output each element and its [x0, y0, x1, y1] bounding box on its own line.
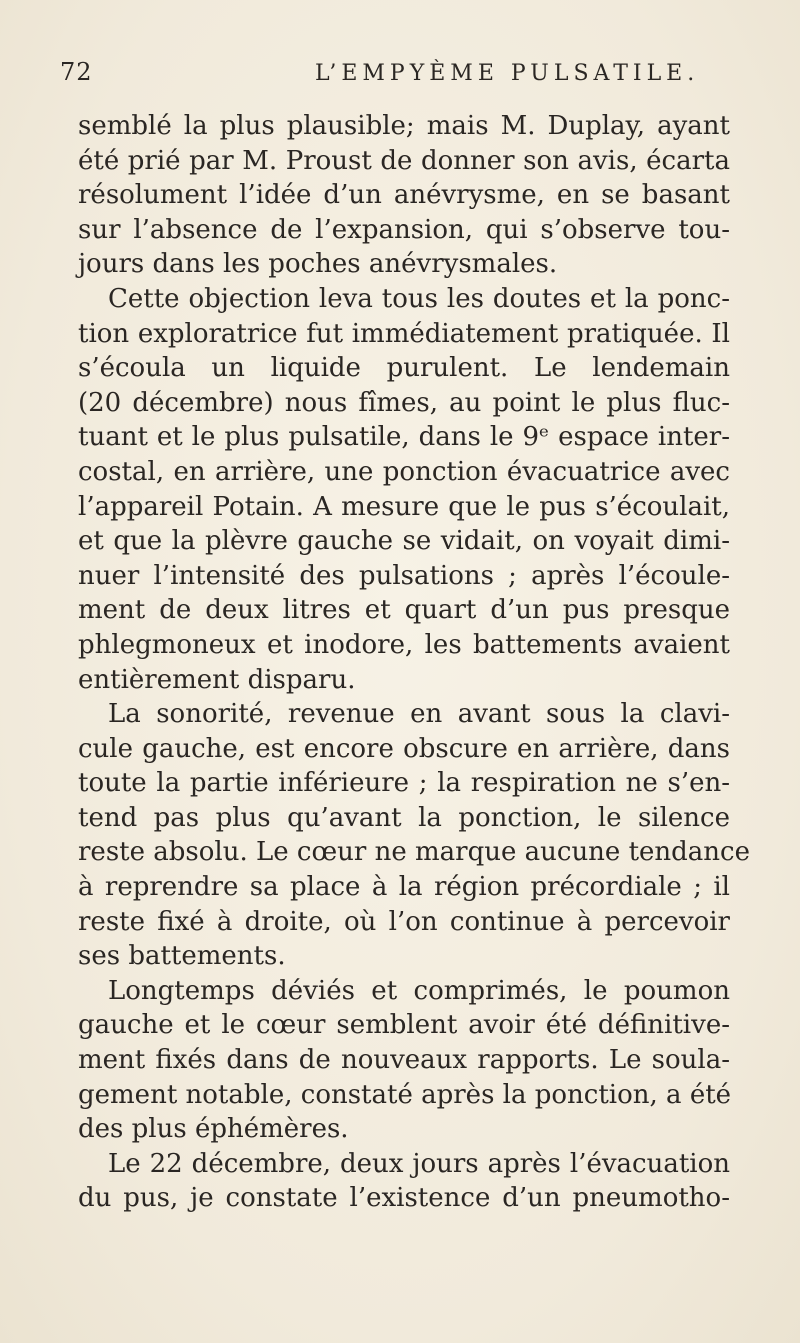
text-line: jours dans les poches anévrysmales. [78, 249, 558, 280]
text-line: reste fixé à droite, où l’on continue à percevoir [78, 906, 730, 937]
text-line: ment de deux litres et quart d’un pus presque [78, 595, 730, 626]
text-line: reste absolu. Le cœur ne marque aucune tendance [78, 837, 751, 868]
text-line: ment fixés dans de nouveaux rapports. Le soula- [78, 1045, 730, 1076]
text-line: ses battements. [78, 941, 286, 972]
text-line: entièrement disparu. [78, 664, 356, 695]
text-line: à reprendre sa place à la région précordiale ; il [78, 872, 730, 903]
text-line: phlegmoneux et inodore, les battements avaient [78, 629, 730, 660]
body-text [78, 109, 751, 1216]
page-number: 72 [60, 58, 93, 86]
text-line: sur l’absence de l’expansion, qui s’observe tou- [78, 214, 730, 245]
text-line: Le 22 décembre, deux jours après l’évacuation [108, 1148, 730, 1179]
text-line: Cette objection leva tous les doutes et la ponc- [108, 283, 730, 314]
text-line: toute la partie inférieure ; la respiration ne s’en- [78, 768, 730, 799]
text-line: tuant et le plus pulsatile, dans le 9ᵉ espace inter- [78, 422, 730, 453]
text-line: gement notable, constaté après la ponction, a été [78, 1079, 732, 1110]
text-line: (20 décembre) nous fîmes, au point le plus fluc- [78, 387, 730, 418]
text-line: tend pas plus qu’avant la ponction, le silence [78, 802, 730, 833]
running-title: L’EMPYÈME PULSATILE. [315, 61, 700, 86]
text-line: Longtemps déviés et comprimés, le poumon [108, 975, 730, 1006]
text-line: La sonorité, revenue en avant sous la clavi- [108, 699, 730, 730]
text-line: et que la plèvre gauche se vidait, on voyait dimi- [78, 526, 730, 557]
text-line: s’écoula un liquide purulent. Le lendemain [78, 353, 730, 384]
text-line: gauche et le cœur semblent avoir été définitive- [78, 1010, 730, 1041]
text-line: semblé la plus plausible; mais M. Duplay, ayant [78, 111, 730, 141]
text-line: du pus, je constate l’existence d’un pneumotho- [78, 1183, 730, 1214]
page-header [60, 58, 740, 98]
text-line: été prié par M. Proust de donner son avis, écarta [78, 145, 730, 176]
text-line: l’appareil Potain. A mesure que le pus s’écoulait, [78, 491, 730, 522]
text-line: résolument l’idée d’un anévrysme, en se basant [78, 180, 730, 211]
text-line: cule gauche, est encore obscure en arrière, dans [78, 733, 730, 764]
text-line: costal, en arrière, une ponction évacuatrice avec [78, 456, 730, 487]
text-line: des plus éphémères. [78, 1114, 349, 1145]
text-line: nuer l’intensité des pulsations ; après l’écoule- [78, 560, 730, 591]
text-line: tion exploratrice fut immédiatement pratiquée. Il [78, 318, 730, 349]
